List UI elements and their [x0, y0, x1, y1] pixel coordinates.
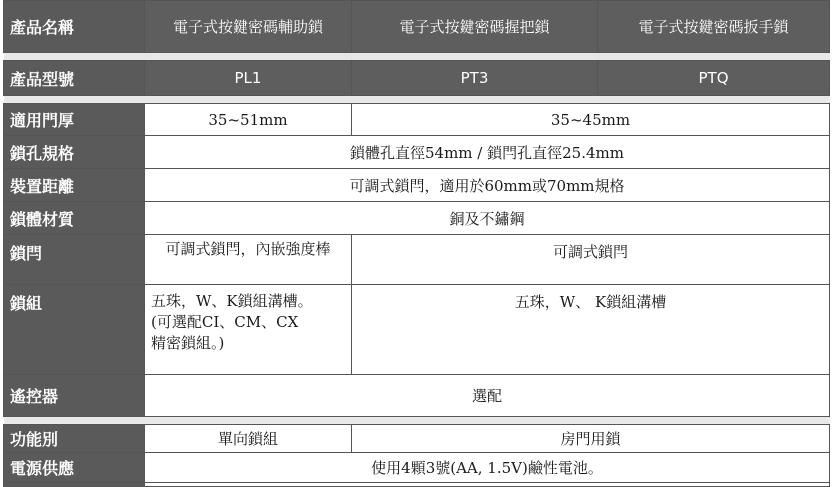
cylinder-label: 鎖組 [4, 285, 145, 375]
product-model-pt3: PT3 [352, 61, 598, 96]
power-label: 電源供應 [4, 453, 145, 483]
product-model-row [4, 61, 830, 96]
cylinder-pl1-line-2: (可選配CI、CM、CX [151, 313, 299, 331]
hole-spec-row [4, 136, 830, 169]
table-bottom-edge [4, 483, 830, 487]
product-spec-table [3, 0, 830, 487]
function-label: 功能別 [4, 425, 145, 453]
function-others: 房門用鎖 [352, 425, 830, 453]
product-name-pt3: 電子式按鍵密碼握把鎖 [352, 1, 598, 53]
remote-label: 遙控器 [4, 375, 145, 417]
product-model-pl1: PL1 [145, 61, 352, 96]
cylinder-pl1-line-3: 精密鎖組。) [151, 334, 225, 352]
latch-pl1: 可調式鎖閂，內嵌強度棒 [145, 235, 352, 285]
door-thickness-row [4, 104, 830, 136]
cylinder-pl1 [145, 285, 352, 375]
function-row [4, 425, 830, 453]
product-name-row [4, 1, 830, 53]
cylinder-row [4, 285, 830, 375]
cylinder-pl1-line-1: 五珠，W、K鎖組溝槽。 [151, 292, 313, 310]
model-gap [4, 96, 830, 104]
power-value: 使用4顆3號(AA, 1.5V)鹼性電池。 [145, 453, 830, 483]
product-name-pl1: 電子式按鍵密碼輔助鎖 [145, 1, 352, 53]
hole-spec-label: 鎖孔規格 [4, 136, 145, 169]
product-name-ptq: 電子式按鍵密碼扳手鎖 [598, 1, 830, 53]
material-label: 鎖體材質 [4, 202, 145, 235]
hole-spec-value: 鎖體孔直徑54mm / 鎖閂孔直徑25.4mm [145, 136, 830, 169]
latch-row [4, 235, 830, 285]
backset-label: 裝置距離 [4, 169, 145, 202]
product-name-label: 產品名稱 [4, 1, 145, 53]
header-gap [4, 53, 830, 61]
backset-value: 可調式鎖閂，適用於60mm或70mm規格 [145, 169, 830, 202]
product-model-label: 產品型號 [4, 61, 145, 96]
door-thickness-label: 適用門厚 [4, 104, 145, 136]
power-row [4, 453, 830, 483]
remote-row [4, 375, 830, 417]
backset-row [4, 169, 830, 202]
latch-label: 鎖閂 [4, 235, 145, 285]
remote-gap [4, 417, 830, 425]
product-model-ptq: PTQ [598, 61, 830, 96]
door-thickness-pl1: 35~51mm [145, 104, 352, 136]
door-thickness-others: 35~45mm [352, 104, 830, 136]
remote-value: 選配 [145, 375, 830, 417]
latch-others: 可調式鎖閂 [352, 235, 830, 285]
material-row [4, 202, 830, 235]
cylinder-others: 五珠，W、 K鎖組溝槽 [352, 285, 830, 375]
material-value: 銅及不鏽鋼 [145, 202, 830, 235]
function-pl1: 單向鎖組 [145, 425, 352, 453]
